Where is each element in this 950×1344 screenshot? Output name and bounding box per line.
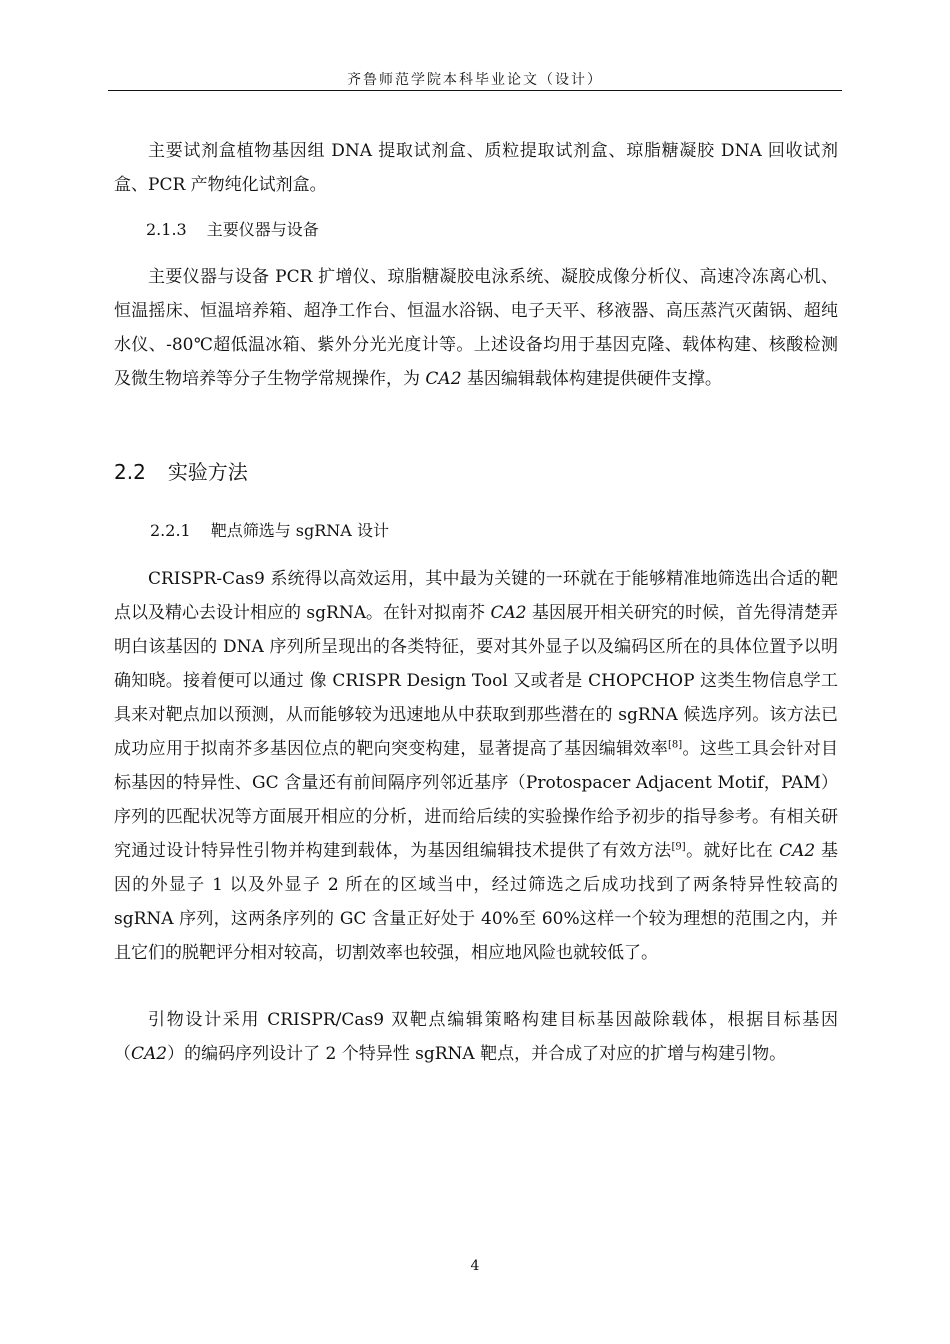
target-screening-paragraph: CRISPR-Cas9 系统得以高效运用，其中最为关键的一环就在于能够精准地筛选出合适的靶点以及精心去设计相应的 sgRNA。在针对拟南芥 CA2 基因展开相关研究的时候，首先得清楚弄明白该基因的 DNA 序列所呈现出的各类特征，要对其外显子以及编码区所在的具体位置予以明确知晓。接着便可以通过 像 CRISPR Design Tool 又或者是 CHOPCHOP 这类生物信息学工具来对靶点加以预测，从而能够较为迅速地从中获取到那些潜在的 sgRNA 候选序列。该方法已成功应用于拟南芥多基因位点的靶向突变构建，显著提高了基因编辑效率[8]。这些工具会针对目标基因的特异性、GC 含量还有前间隔序列邻近基序（Protospacer Adjacent Motif，PAM）序列的匹配状况等方面展开相应的分析，进而给后续的实验操作给予初步的指导参考。有相关研究通过设计特异性引物并构建到载体，为基因组编辑技术提供了有效方法[9]。就好比在 CA2 基因的外显子 1 以及外显子 2 所在的区域当中，经过筛选之后成功找到了两条特异性较高的 sgRNA 序列，这两条序列的 GC 含量正好处于 40%至 60%这样一个较为理想的范围之内，并且它们的脱靶评分相对较高，切割效率也较强，相应地风险也就较低了。 bbox=[114, 569, 839, 963]
gene-name: CA2 bbox=[425, 369, 462, 389]
subsection-title: 靶点筛选与 sgRNA 设计 bbox=[210, 521, 389, 540]
gene-name: CA2 bbox=[131, 1044, 168, 1064]
section-2-2-heading bbox=[114, 458, 248, 486]
running-header: 齐鲁师范学院本科毕业论文（设计） bbox=[347, 72, 603, 88]
section-number: 2.2 bbox=[114, 460, 146, 484]
citation: [8] bbox=[668, 739, 683, 751]
subsection-2-2-1-heading bbox=[150, 519, 389, 543]
instruments-paragraph: 主要仪器与设备 PCR 扩增仪、琼脂糖凝胶电泳系统、凝胶成像分析仪、高速冷冻离心机、恒温摇床、恒温培养箱、超净工作台、恒温水浴锅、电子天平、移液器、高压蒸汽灭菌锅、超纯水仪、-80℃超低温冰箱、紫外分光光度计等。上述设备均用于基因克隆、载体构建、核酸检测及微生物培养等分子生物学常规操作，为 CA2 基因编辑载体构建提供硬件支撑。 bbox=[114, 267, 838, 389]
gene-name: CA2 bbox=[490, 603, 527, 623]
subsection-title: 主要仪器与设备 bbox=[206, 220, 319, 239]
reagents-paragraph: 主要试剂盒植物基因组 DNA 提取试剂盒、质粒提取试剂盒、琼脂糖凝胶 DNA 回收试剂盒、PCR 产物纯化试剂盒。 bbox=[114, 141, 838, 195]
subsection-2-1-3-heading bbox=[146, 218, 319, 242]
primer-design-paragraph: 引物设计采用 CRISPR/Cas9 双靶点编辑策略构建目标基因敲除载体，根据目标基因（CA2）的编码序列设计了 2 个特异性 sgRNA 靶点，并合成了对应的扩增与构建引物。 bbox=[114, 1010, 838, 1064]
section-title: 实验方法 bbox=[167, 460, 248, 484]
subsection-number: 2.1.3 bbox=[146, 220, 187, 239]
citation: [9] bbox=[671, 841, 686, 853]
header-rule bbox=[108, 90, 842, 91]
page-number: 4 bbox=[470, 1258, 480, 1274]
gene-name: CA2 bbox=[779, 841, 816, 861]
subsection-number: 2.2.1 bbox=[150, 521, 191, 540]
